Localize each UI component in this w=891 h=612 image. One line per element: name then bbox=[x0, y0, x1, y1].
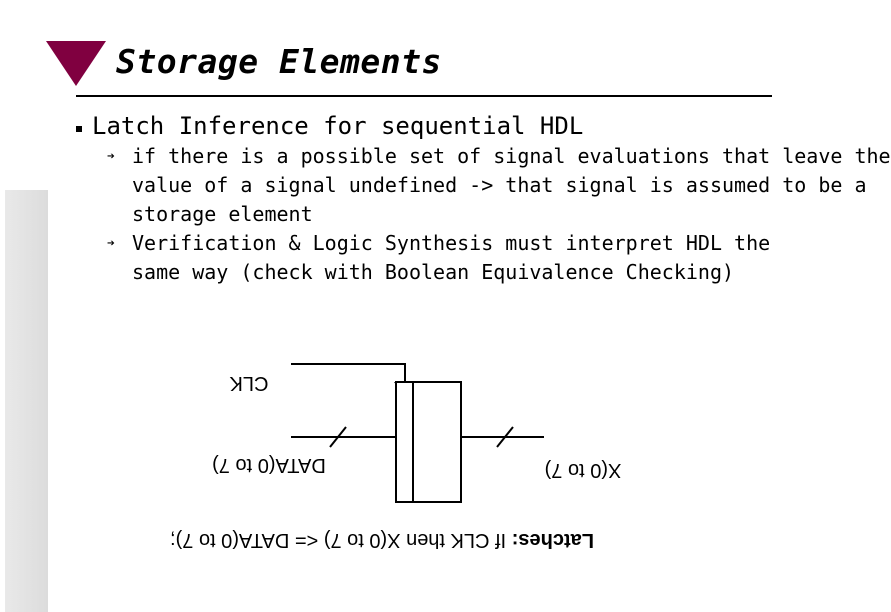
latch-statement bbox=[170, 529, 594, 551]
arrow-bullet-icon: ➔ bbox=[107, 236, 115, 251]
latch-box bbox=[396, 382, 461, 502]
output-label: X(0 to 7) bbox=[544, 459, 622, 481]
latches-keyword: Latches: bbox=[511, 529, 594, 551]
data-label: DATA(0 to 7) bbox=[212, 454, 326, 476]
main-bullet-text: Latch Inference for sequential HDL bbox=[92, 112, 584, 140]
sub-bullet-2-line-1: Verification & Logic Synthesis must interpret HDL the bbox=[132, 231, 771, 255]
clk-wire bbox=[291, 364, 405, 388]
clk-label: CLK bbox=[229, 372, 269, 394]
latch-assignment: If CLK then X(0 to 7) <= DATA(0 to 7); bbox=[170, 529, 507, 551]
slide-title: Storage Elements bbox=[116, 42, 442, 81]
sub-bullet-1-line-2: value of a signal undefined -> that signal is assumed to be a bbox=[132, 173, 867, 197]
sub-bullet-1-line-3: storage element bbox=[132, 202, 313, 226]
sub-bullet-2-line-2: same way (check with Boolean Equivalence Checking) bbox=[132, 260, 735, 284]
sub-bullet-1-line-1: if there is a possible set of signal evaluations that leave the bbox=[132, 144, 891, 168]
arrow-bullet-icon: ➔ bbox=[107, 149, 115, 164]
